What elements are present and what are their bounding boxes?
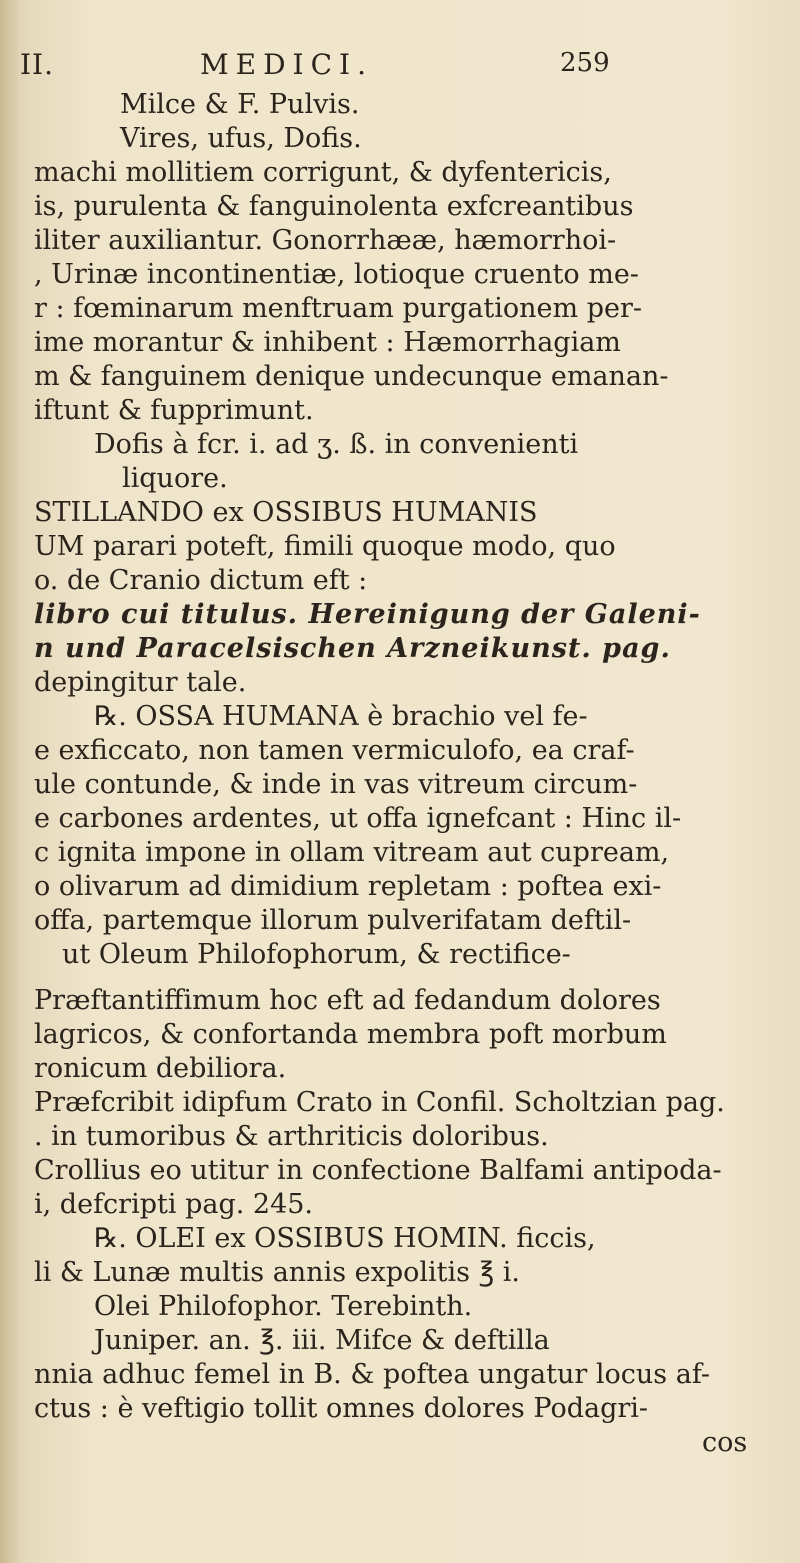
text-line: liquore.: [122, 463, 228, 494]
text-line: . in tumoribus & arthriticis doloribus.: [34, 1121, 549, 1152]
text-line: ule contunde, & inde in vas vitreum circum-: [34, 769, 638, 800]
text-line: Milce & F. Pulvis.: [120, 89, 360, 120]
text-line: lagricos, & confortanda membra poft morbum: [34, 1019, 667, 1050]
header-title: MEDICI.: [200, 48, 374, 81]
text-line: ℞. OLEI ex OSSIBUS HOMIN. ficcis,: [94, 1223, 596, 1254]
text-line: n und Paracelsischen Arzneikunst. pag.: [34, 633, 671, 664]
text-line: UM parari poteft, fimili quoque modo, quo: [34, 531, 616, 562]
binding-gutter: [0, 0, 18, 1563]
text-line: Olei Philofophor. Terebinth.: [94, 1291, 473, 1322]
text-line: nnia adhuc femel in B. & poftea ungatur locus af-: [34, 1359, 710, 1390]
text-line: Crollius eo utitur in confectione Balfami antipoda-: [34, 1155, 722, 1186]
text-line: offa, partemque illorum pulverifatam deftil-: [34, 905, 632, 936]
text-line: depingitur tale.: [34, 667, 247, 698]
text-line: Vires, ufus, Dofis.: [120, 123, 362, 154]
text-line: ime morantur & inhibent : Hæmorrhagiam: [34, 327, 621, 358]
text-line: c ignita impone in ollam vitream aut cupream,: [34, 837, 670, 868]
text-line: r : fœminarum menftruam purgationem per-: [34, 293, 643, 324]
text-line: m & fanguinem denique undecunque emanan-: [34, 361, 669, 392]
text-line: libro cui titulus. Hereinigung der Galeni-: [34, 599, 701, 630]
text-line: Præftantiffimum hoc eft ad fedandum dolores: [34, 985, 661, 1016]
header-fragment: II.: [20, 48, 55, 81]
text-line: STILLANDO ex OSSIBUS HUMANIS: [34, 497, 538, 528]
text-line: i, defcripti pag. 245.: [34, 1189, 314, 1220]
text-line: , Urinæ incontinentiæ, lotioque cruento me-: [34, 259, 639, 290]
text-line: o. de Cranio dictum eft :: [34, 565, 368, 596]
text-line: ℞. OSSA HUMANA è brachio vel fe-: [94, 701, 588, 732]
catchword: cos: [702, 1427, 748, 1458]
text-line: o olivarum ad dimidium repletam : poftea exi-: [34, 871, 662, 902]
text-line: ut Oleum Philofophorum, & rectifice-: [62, 939, 571, 970]
text-line: Dofis à fcr. i. ad ʒ. ß. in convenienti: [94, 429, 579, 460]
text-line: Juniper. an. ℥. iii. Mifce & deftilla: [94, 1325, 550, 1356]
page-number: 259: [560, 48, 610, 78]
text-line: iliter auxiliantur. Gonorrhææ, hæmorrhoi-: [34, 225, 617, 256]
text-line: Præfcribit idipfum Crato in Confil. Scholtzian pag.: [34, 1087, 725, 1118]
text-line: iftunt & fupprimunt.: [34, 395, 314, 426]
text-line: ronicum debiliora.: [34, 1053, 287, 1084]
text-line: ctus : è veftigio tollit omnes dolores Podagri-: [34, 1393, 649, 1424]
text-line: is, purulenta & fanguinolenta exfcreantibus: [34, 191, 634, 222]
running-header: [0, 48, 800, 88]
text-line: machi mollitiem corrigunt, & dyfentericis,: [34, 157, 612, 188]
text-line: e carbones ardentes, ut offa ignefcant : Hinc il-: [34, 803, 682, 834]
text-line: li & Lunæ multis annis expolitis ℥ i.: [34, 1257, 520, 1288]
text-line: e exficcato, non tamen vermiculofo, ea craf-: [34, 735, 635, 766]
